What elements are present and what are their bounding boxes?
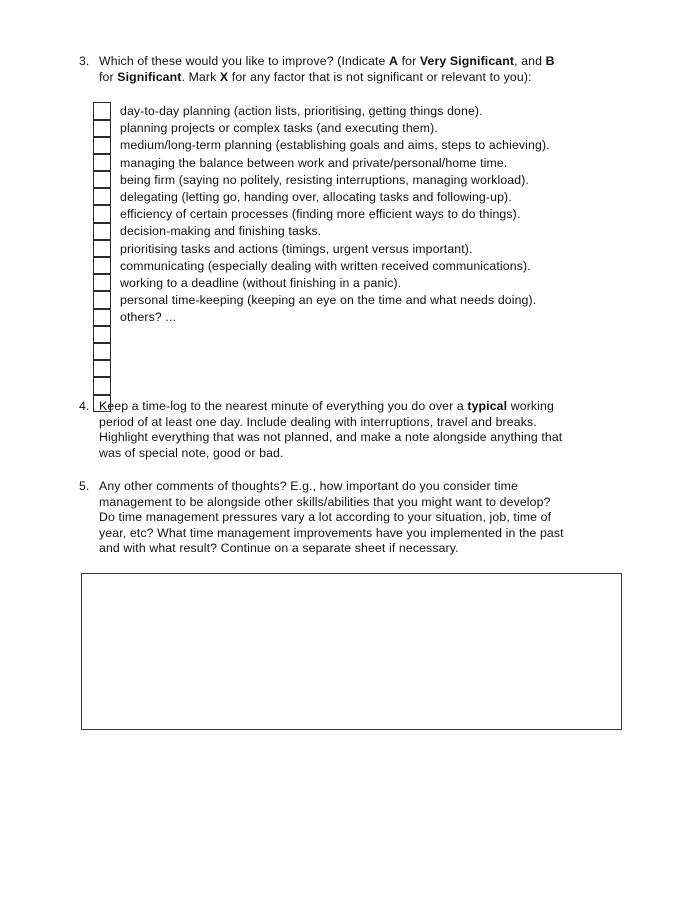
checkbox-5[interactable] xyxy=(93,171,111,188)
checklist-label-9: prioritising tasks and actions (timings, urgent versus important). xyxy=(120,241,473,256)
checklist-row[interactable] xyxy=(93,292,613,309)
checkbox-14[interactable] xyxy=(93,326,111,343)
q3-l1-part-c: , and xyxy=(514,54,546,68)
improve-checklist xyxy=(93,103,613,412)
checklist-label-11: working to a deadline (without finishing in a panic). xyxy=(120,275,402,290)
checkbox-1[interactable] xyxy=(93,102,111,119)
question-5-line-5: and with what result? Continue on a separate sheet if necessary. xyxy=(99,541,459,556)
question-4-line-4: was of special note, good or bad. xyxy=(99,445,284,460)
question-5-number: 5. xyxy=(79,479,90,493)
checklist-row[interactable] xyxy=(93,344,613,361)
checkbox-4[interactable] xyxy=(93,154,111,171)
checkbox-3[interactable] xyxy=(93,137,111,154)
checklist-label-8: decision-making and finishing tasks. xyxy=(120,224,322,239)
q4-l1-part-b: working xyxy=(507,399,554,413)
question-4-line-1 xyxy=(99,399,603,415)
checkbox-2[interactable] xyxy=(93,120,111,137)
checklist-label-7: efficiency of certain processes (finding more efficient ways to do things). xyxy=(120,207,521,222)
checklist-label-13: others? ... xyxy=(120,310,177,325)
checkbox-6[interactable] xyxy=(93,188,111,205)
checklist-label-6: delegating (letting go, handing over, allocating tasks and following-up). xyxy=(120,189,512,204)
checklist-row[interactable] xyxy=(93,223,613,240)
checklist-label-2: planning projects or complex tasks (and executing them). xyxy=(120,121,438,136)
checklist-row[interactable] xyxy=(93,241,613,258)
q3-bold-very-significant: Very Significant xyxy=(419,54,515,68)
q3-l2-part-a: for xyxy=(99,69,118,84)
q3-l2-part-b: . Mark xyxy=(181,69,220,84)
question-5-text xyxy=(99,479,609,557)
checkbox-8[interactable] xyxy=(93,223,111,240)
checklist-row[interactable] xyxy=(93,155,613,172)
q3-bold-significant: Significant xyxy=(117,69,182,84)
question-5-line-1: Any other comments of thoughts? E.g., how important do you consider time xyxy=(99,479,518,493)
checklist-label-3: medium/long-term planning (establishing goals and aims, steps to achieving). xyxy=(120,138,550,153)
checklist-label-10: communicating (especially dealing with written received communications). xyxy=(120,258,531,273)
checklist-label-12: personal time-keeping (keeping an eye on the time and what needs doing). xyxy=(120,293,537,308)
checklist-row[interactable] xyxy=(93,120,613,137)
checkbox-11[interactable] xyxy=(93,274,111,291)
question-4-text xyxy=(99,399,603,461)
q4-bold-typical: typical xyxy=(467,399,508,413)
free-text-answer-box[interactable] xyxy=(81,573,622,730)
checklist-row[interactable] xyxy=(93,309,613,326)
checklist-label-4: managing the balance between work and private/personal/home time. xyxy=(120,155,508,170)
q3-bold-x: X xyxy=(219,69,229,84)
question-5-line-3: Do time management pressures vary a lot according to your situation, job, time of xyxy=(99,510,552,525)
question-3-text xyxy=(99,54,619,85)
question-3-line-1 xyxy=(99,54,619,70)
question-4 xyxy=(79,399,603,461)
checklist-row[interactable] xyxy=(93,378,613,395)
q3-bold-b: B xyxy=(545,54,555,68)
checklist-row[interactable] xyxy=(93,172,613,189)
question-3-number: 3. xyxy=(79,54,90,68)
checkbox-7[interactable] xyxy=(93,205,111,222)
checkbox-10[interactable] xyxy=(93,257,111,274)
checkbox-9[interactable] xyxy=(93,240,111,257)
checkbox-17[interactable] xyxy=(93,377,111,394)
question-3-line-2 xyxy=(99,70,619,86)
checkbox-15[interactable] xyxy=(93,343,111,360)
checklist-row[interactable] xyxy=(93,361,613,378)
q4-l1-part-a: Keep a time-log to the nearest minute of everything you do over a xyxy=(99,399,468,413)
question-4-number: 4. xyxy=(79,399,90,413)
q3-bold-a: A xyxy=(389,54,399,68)
q3-l2-part-c: for any factor that is not significant or relevant to you): xyxy=(228,69,532,84)
question-5-line-2: management to be alongside other skills/abilities that you might want to develop? xyxy=(99,494,551,509)
checklist-row[interactable] xyxy=(93,137,613,154)
checklist-row[interactable] xyxy=(93,258,613,275)
question-5-line-4: year, etc? What time management improvements have you implemented in the past xyxy=(99,525,564,540)
checklist-row[interactable] xyxy=(93,103,613,120)
checklist-row[interactable] xyxy=(93,326,613,343)
checklist-label-5: being firm (saying no politely, resisting interruptions, managing workload). xyxy=(120,172,529,187)
q3-l1-part-a: Which of these would you like to improve? (Indicate xyxy=(99,54,390,68)
checklist-row[interactable] xyxy=(93,206,613,223)
question-5 xyxy=(79,479,609,557)
q3-l1-part-b: for xyxy=(398,54,420,68)
checkbox-16[interactable] xyxy=(93,360,111,377)
question-4-line-2: period of at least one day. Include dealing with interruptions, travel and breaks. xyxy=(99,414,537,429)
question-4-line-3: Highlight everything that was not planned, and make a note alongside anything that xyxy=(99,430,563,445)
checkbox-13[interactable] xyxy=(93,309,111,326)
checklist-row[interactable] xyxy=(93,275,613,292)
checklist-row[interactable] xyxy=(93,189,613,206)
question-3 xyxy=(79,54,619,85)
checkbox-12[interactable] xyxy=(93,291,111,308)
checklist-label-1: day-to-day planning (action lists, prioritising, getting things done). xyxy=(120,104,483,118)
